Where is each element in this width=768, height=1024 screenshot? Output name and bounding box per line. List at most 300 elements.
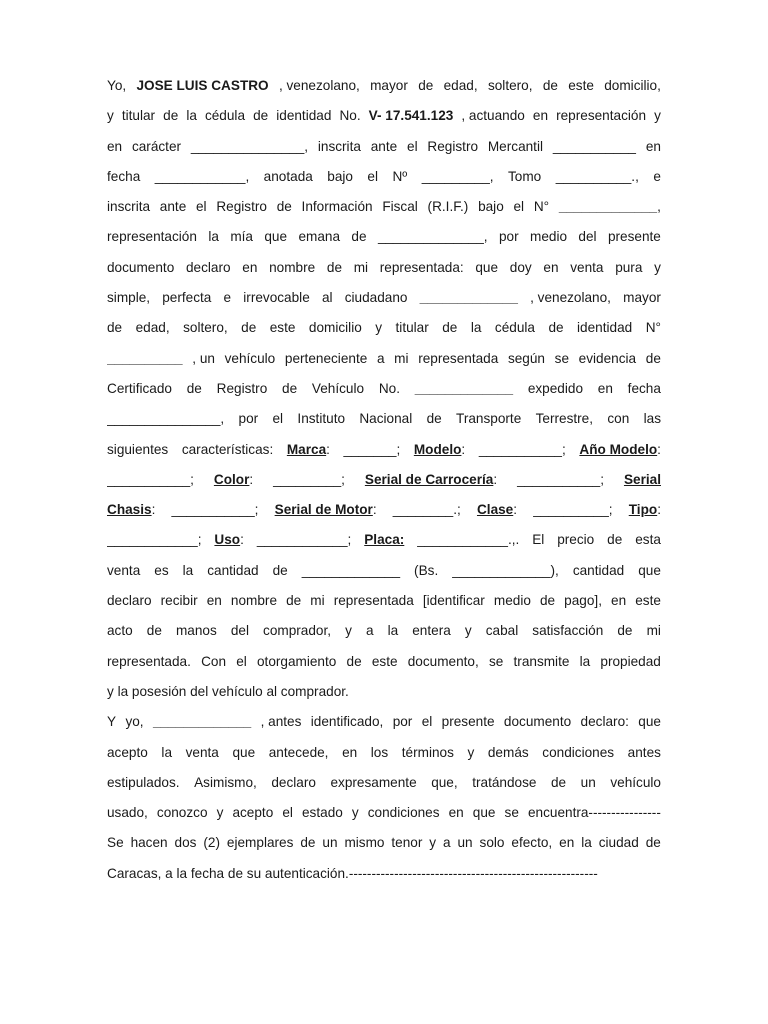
- word: declaro: [107, 593, 152, 609]
- word: transmite: [513, 653, 570, 669]
- word: de: [286, 593, 302, 609]
- word: :: [326, 441, 330, 457]
- blank-field: ____________.,.: [417, 532, 520, 548]
- text-line: [107, 798, 661, 828]
- field-label-uso: Uso: [214, 532, 241, 548]
- blank-field: _____________: [414, 380, 514, 396]
- word: Transporte: [456, 411, 522, 427]
- word: :: [151, 502, 156, 518]
- word: venta: [107, 562, 141, 578]
- word: documento: [503, 714, 572, 730]
- text-line: [107, 404, 661, 434]
- word: inscrita: [317, 138, 361, 154]
- text-line: [107, 374, 661, 404]
- word: de: [253, 108, 269, 124]
- word: en: [597, 380, 613, 396]
- word: a: [365, 623, 374, 639]
- word: Yo,: [107, 78, 127, 93]
- word: ciudadano: [344, 290, 408, 306]
- blank-field: __________;: [533, 502, 613, 518]
- word: nombre: [269, 259, 316, 275]
- word: de: [282, 380, 298, 396]
- blank-field: ________.;: [392, 502, 461, 518]
- word: nombre: [230, 593, 278, 609]
- word: medio: [530, 229, 568, 245]
- word: N°: [645, 320, 661, 336]
- word: [identificar: [422, 593, 485, 609]
- word: :: [513, 502, 518, 518]
- word: propiedad: [600, 653, 661, 669]
- word: representada: [333, 593, 414, 609]
- word: de: [241, 320, 257, 336]
- word: y: [654, 108, 661, 124]
- word: la: [186, 108, 197, 124]
- word: yo,: [125, 714, 144, 730]
- word: El: [532, 532, 545, 548]
- blank-field: _____________: [558, 199, 658, 215]
- text-line: [107, 435, 661, 465]
- word: este: [269, 320, 296, 336]
- text-line: [107, 313, 661, 343]
- word: ,: [657, 199, 661, 215]
- word: y: [467, 744, 475, 760]
- word: (2): [203, 835, 220, 851]
- word: condiciones: [367, 805, 440, 821]
- word: antecede,: [268, 744, 329, 760]
- field-label-serial-motor: Serial de Motor: [274, 502, 373, 518]
- word: la: [208, 229, 219, 245]
- word: el: [513, 199, 525, 215]
- blank-field: _______________,: [107, 411, 225, 427]
- word: ante: [159, 199, 187, 215]
- word: mi: [394, 350, 409, 366]
- word: Asimismo,: [194, 774, 257, 790]
- word: presente: [607, 229, 661, 245]
- word: Nº: [392, 168, 408, 184]
- word: pura: [615, 259, 643, 275]
- word: y: [216, 805, 224, 821]
- word: , venezolano,: [278, 78, 360, 93]
- word: a: [443, 835, 451, 851]
- word: de: [300, 835, 316, 851]
- text-line: [107, 344, 661, 374]
- word: evidencia: [578, 350, 637, 366]
- word: en: [342, 744, 358, 760]
- word: declaro: [185, 259, 231, 275]
- blank-field: ___________;: [107, 471, 194, 487]
- blank-field: _____________: [419, 290, 518, 306]
- word: Registro: [427, 138, 479, 154]
- word: acepto: [107, 744, 148, 760]
- word: , un: [192, 350, 215, 366]
- word: encuentra----------------: [527, 805, 661, 821]
- word: solo: [479, 835, 505, 851]
- word: bajo: [327, 168, 353, 184]
- word: en: [107, 138, 123, 154]
- text-line: [107, 192, 661, 222]
- word: cédula: [204, 108, 246, 124]
- word: y: [429, 835, 437, 851]
- text-line: [107, 101, 661, 131]
- word: del: [230, 623, 249, 639]
- word: :: [372, 502, 377, 518]
- blank-field: _____________: [152, 714, 252, 730]
- word: de: [542, 78, 558, 93]
- word: la: [387, 623, 399, 639]
- text-line: [107, 586, 661, 616]
- word: Terrestre,: [535, 411, 594, 427]
- word: No.: [378, 380, 400, 396]
- blank-field: _____________),: [452, 562, 559, 578]
- word: comprador,: [263, 623, 332, 639]
- word: :: [657, 441, 661, 457]
- text-line-last: [107, 677, 661, 707]
- word: mayor: [623, 290, 661, 306]
- word: al: [321, 290, 333, 306]
- word: que: [475, 259, 499, 275]
- text-line: [107, 132, 661, 162]
- word: mi: [646, 623, 661, 639]
- blank-field: ___________: [552, 138, 636, 154]
- word: representada:: [379, 259, 464, 275]
- word: en: [448, 805, 464, 821]
- word: , actuando: [461, 108, 525, 124]
- word: estipulados.: [107, 774, 180, 790]
- blank-field: _________;: [273, 471, 345, 487]
- word: que: [264, 229, 288, 245]
- word: Información: [301, 199, 373, 215]
- word: en: [611, 593, 627, 609]
- word: Registro: [216, 380, 268, 396]
- text-line: [107, 707, 661, 737]
- word: el: [367, 168, 379, 184]
- word: la: [470, 320, 482, 336]
- blank-field: ____________;: [107, 532, 202, 548]
- word: edad,: [443, 78, 478, 93]
- text-line: [107, 828, 661, 858]
- field-label-ano-modelo: Año Modelo: [579, 441, 658, 457]
- field-label-modelo: Modelo: [413, 441, 462, 457]
- text-line: [107, 495, 661, 525]
- text-line: [107, 647, 661, 677]
- word: la: [579, 653, 591, 669]
- word: y: [351, 805, 359, 821]
- word: de: [607, 532, 623, 548]
- word: soltero,: [183, 320, 228, 336]
- word: representada: [418, 350, 499, 366]
- word: representación: [107, 229, 197, 245]
- word: presente: [441, 714, 495, 730]
- field-label-chasis: Chasis: [107, 502, 152, 518]
- word: expedido: [527, 380, 584, 396]
- word: el: [196, 199, 207, 215]
- word: el: [421, 714, 433, 730]
- word: la: [581, 835, 592, 851]
- word: por: [392, 714, 413, 730]
- paragraph-end: y la posesión del vehículo al comprador.: [107, 683, 349, 699]
- text-line: [107, 222, 661, 252]
- word: titular: [395, 320, 429, 336]
- word: acepto: [232, 805, 274, 821]
- word: manos: [175, 623, 217, 639]
- word: venta: [570, 259, 604, 275]
- text-line: [107, 556, 661, 586]
- word: perteneciente: [284, 350, 368, 366]
- blank-field: ______________,: [377, 229, 488, 245]
- word: domicilio,: [604, 78, 661, 93]
- text-line: [107, 525, 661, 555]
- word: de: [645, 835, 661, 851]
- word: soltero,: [487, 78, 533, 93]
- word: identidad: [276, 108, 332, 124]
- word: expresamente: [330, 774, 417, 790]
- word: conozco: [156, 805, 208, 821]
- word: (Bs.: [414, 562, 439, 578]
- word: cédula: [494, 320, 535, 336]
- word: e: [223, 290, 232, 306]
- field-label-color: Color: [213, 471, 250, 487]
- word: :: [493, 471, 498, 487]
- word: de: [146, 623, 162, 639]
- word: domicilio: [308, 320, 362, 336]
- seller-name: JOSE LUIS CASTRO: [136, 78, 269, 93]
- word: y: [345, 623, 352, 639]
- word: ante: [370, 138, 398, 154]
- word: recibir: [160, 593, 198, 609]
- text-line: [107, 768, 661, 798]
- word: que: [232, 744, 256, 760]
- word: No.: [339, 108, 361, 124]
- word: pago],: [564, 593, 602, 609]
- word: demás: [487, 744, 529, 760]
- word: este: [371, 653, 398, 669]
- word: titular: [121, 108, 156, 124]
- word: en: [242, 259, 258, 275]
- word: anotada: [263, 168, 313, 184]
- word: de: [346, 653, 362, 669]
- word: los: [370, 744, 389, 760]
- word: :: [249, 471, 254, 487]
- word: bajo: [478, 199, 504, 215]
- word: la: [161, 744, 173, 760]
- word: y: [464, 623, 472, 639]
- blank-field: _____________: [301, 562, 401, 578]
- word: declaro: [271, 774, 316, 790]
- word: cantidad: [207, 562, 259, 578]
- word: inscrita: [107, 199, 151, 215]
- word: y: [375, 320, 383, 336]
- word: y: [654, 259, 661, 275]
- text-line: [107, 738, 661, 768]
- word: precio: [557, 532, 595, 548]
- word: de: [418, 78, 434, 93]
- word: de: [276, 199, 292, 215]
- word: efecto,: [511, 835, 553, 851]
- word: de: [442, 320, 458, 336]
- blank-field: _________,: [421, 168, 494, 184]
- word: , venezolano,: [530, 290, 611, 306]
- word: mismo: [344, 835, 385, 851]
- closing-line: Caracas, a la fecha de su autenticación.-------------------------------------------------------: [107, 865, 598, 881]
- word: mi: [353, 259, 369, 275]
- word: de: [617, 623, 633, 639]
- word: Nacional: [359, 411, 413, 427]
- word: la: [182, 562, 194, 578]
- word: mía: [230, 229, 253, 245]
- word: tratándose: [472, 774, 537, 790]
- word: e: [653, 168, 661, 184]
- text-line: [107, 162, 661, 192]
- field-label-marca: Marca: [286, 441, 327, 457]
- word: representación: [556, 108, 647, 124]
- word: tenor: [391, 835, 423, 851]
- word: Vehículo: [311, 380, 365, 396]
- word: el: [282, 805, 293, 821]
- text-line: [107, 71, 661, 101]
- word: las: [643, 411, 661, 427]
- field-label-serial-chasis: Serial: [623, 471, 661, 487]
- word: de: [351, 229, 367, 245]
- word: estado: [302, 805, 343, 821]
- word: Instituto: [297, 411, 346, 427]
- word: antes: [627, 744, 661, 760]
- word: documento,: [407, 653, 479, 669]
- word: vehículo: [610, 774, 661, 790]
- word: en: [532, 108, 549, 124]
- word: es: [154, 562, 169, 578]
- word: de: [551, 774, 567, 790]
- word: declaro:: [580, 714, 629, 730]
- word: documento: [107, 259, 175, 275]
- word: Con: [201, 653, 227, 669]
- word: satisfacción: [532, 623, 604, 639]
- document-body: [107, 71, 661, 889]
- word: de: [107, 320, 123, 336]
- word: de: [645, 350, 661, 366]
- blank-field: ____________,: [154, 168, 250, 184]
- word: perfecta: [162, 290, 212, 306]
- seller-id-number: V- 17.541.123: [368, 108, 454, 124]
- word: de: [272, 562, 288, 578]
- word: hacen: [130, 835, 168, 851]
- field-label-clase: Clase: [476, 502, 514, 518]
- text-line: [107, 253, 661, 283]
- word: usado,: [107, 805, 148, 821]
- word: identidad: [577, 320, 633, 336]
- word: y: [107, 108, 114, 124]
- word: mayor: [370, 78, 408, 93]
- word: N°: [533, 199, 550, 215]
- word: se: [488, 653, 504, 669]
- text-line: [107, 465, 661, 495]
- field-label-serial-carroceria: Serial de Carrocería: [364, 471, 494, 487]
- word: un: [322, 835, 338, 851]
- word: (R.I.F.): [427, 199, 469, 215]
- word: un: [457, 835, 473, 851]
- word: Fiscal: [382, 199, 418, 215]
- blank-field: ___________;: [171, 502, 259, 518]
- word: Certificado: [107, 380, 172, 396]
- word: que: [638, 562, 661, 578]
- word: ejemplares: [226, 835, 294, 851]
- word: :: [240, 532, 244, 548]
- blank-field: ___________;: [478, 441, 566, 457]
- word: este: [568, 78, 594, 93]
- word: emana: [298, 229, 341, 245]
- word: , antes: [260, 714, 302, 730]
- word: fecha: [627, 380, 661, 396]
- word: vehículo: [224, 350, 276, 366]
- word: :: [657, 502, 661, 518]
- word: carácter: [131, 138, 182, 154]
- blank-field: ____________;: [256, 532, 352, 548]
- blank-field: _______;: [343, 441, 401, 457]
- word: Registro: [216, 199, 267, 215]
- word: que,: [431, 774, 458, 790]
- blank-field: _______________,: [190, 138, 309, 154]
- word: cabal: [485, 623, 519, 639]
- word: otorgamiento: [256, 653, 337, 669]
- word: con: [607, 411, 630, 427]
- word: siguientes: [107, 441, 169, 457]
- word: de: [548, 320, 564, 336]
- word: un: [580, 774, 596, 790]
- word: en: [543, 259, 559, 275]
- word: en: [559, 835, 575, 851]
- word: de: [326, 259, 343, 275]
- word: acto: [107, 623, 133, 639]
- word: características:: [181, 441, 274, 457]
- word: dos: [174, 835, 197, 851]
- word: a: [376, 350, 385, 366]
- word: este: [635, 593, 661, 609]
- word: términos: [401, 744, 454, 760]
- word: en: [206, 593, 222, 609]
- word: se: [554, 350, 570, 366]
- word: Se: [107, 835, 124, 851]
- word: medio: [493, 593, 531, 609]
- word: de: [186, 380, 202, 396]
- word: condiciones: [542, 744, 615, 760]
- word: simple,: [107, 290, 151, 306]
- word: edad,: [135, 320, 170, 336]
- word: que: [638, 714, 661, 730]
- text-line: [107, 616, 661, 646]
- word: ciudad: [598, 835, 639, 851]
- word: de: [426, 411, 442, 427]
- word: cantidad: [572, 562, 625, 578]
- text-line: [107, 283, 661, 313]
- blank-field: __________.,: [555, 168, 639, 184]
- word: :: [461, 441, 466, 457]
- word: por: [238, 411, 259, 427]
- word: representada.: [107, 653, 191, 669]
- word: irrevocable: [243, 290, 310, 306]
- word: mi: [310, 593, 325, 609]
- word: el: [236, 653, 247, 669]
- word: de: [539, 593, 556, 609]
- blank-field: __________: [107, 350, 183, 366]
- word: que: [472, 805, 496, 821]
- word: se: [504, 805, 519, 821]
- word: del: [578, 229, 597, 245]
- word: el: [272, 411, 284, 427]
- word: según: [507, 350, 545, 366]
- word: en: [645, 138, 661, 154]
- word: venta: [185, 744, 219, 760]
- word: Y: [107, 714, 117, 730]
- word: Tomo: [508, 168, 542, 184]
